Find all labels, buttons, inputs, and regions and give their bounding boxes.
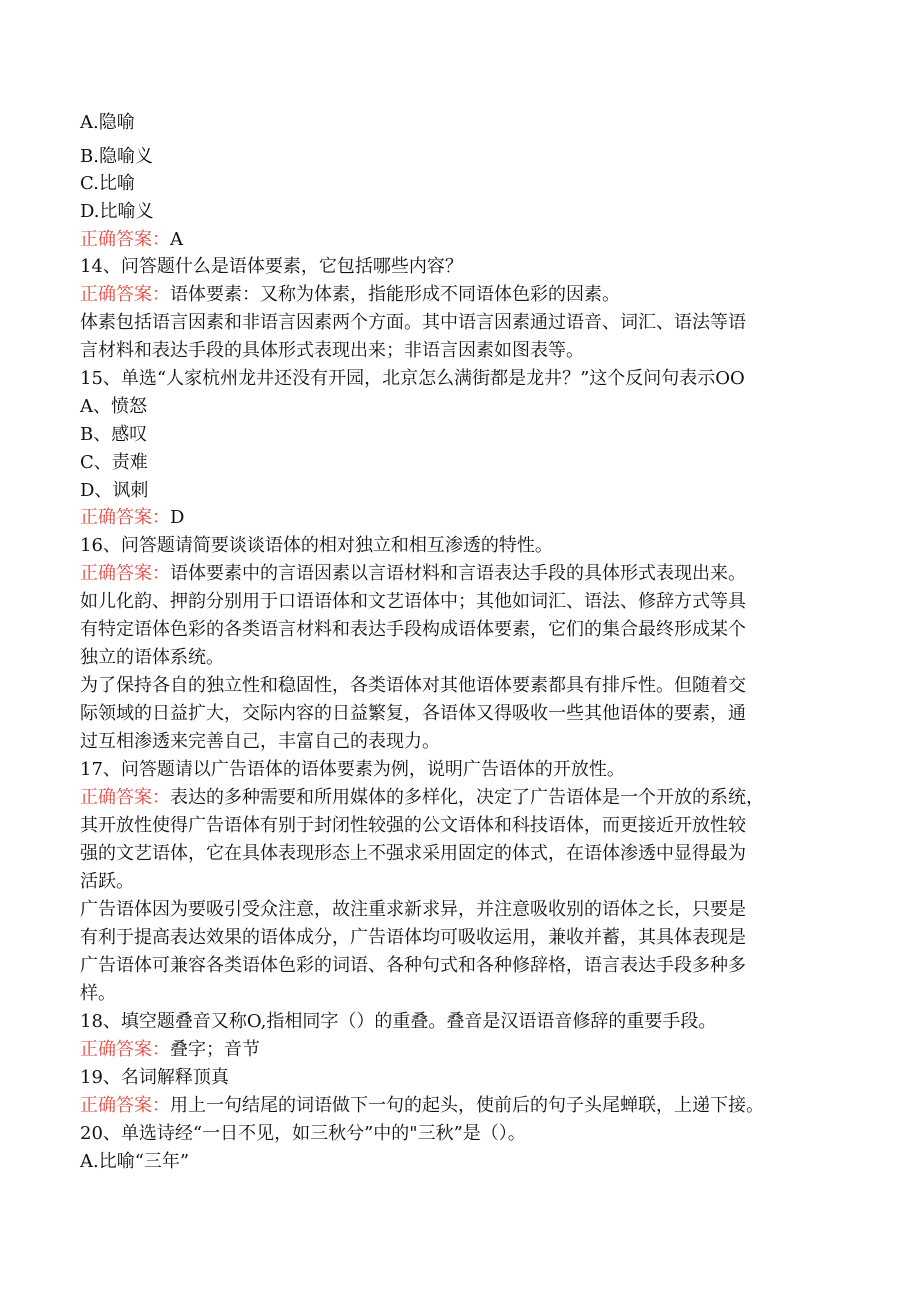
- line-text: 际领域的日益扩大，交际内容的日益繁复，各语体又得吸收一些其他语体的要素，通: [80, 703, 746, 724]
- line-text: 广告语体因为要吸引受众注意，故注重求新求异，并注意吸收别的语体之长，只要是: [80, 899, 746, 920]
- text-line: [80, 591, 746, 613]
- line-text: 有利于提高表达效果的语体成分，广告语体均可吸收运用，兼收并蓄，其具体表现是: [80, 927, 746, 948]
- text-line: [80, 312, 746, 334]
- line-text: B.隐喻义: [80, 146, 153, 167]
- text-line: [80, 1151, 189, 1173]
- answer-text: 表达的多种需要和所用媒体的多样化，决定了广告语体是一个开放的系统，: [170, 787, 764, 808]
- line-text: 独立的语体系统。: [80, 647, 224, 668]
- text-line: [80, 146, 153, 168]
- text-line: [80, 647, 224, 669]
- text-line: [80, 424, 147, 446]
- answer-line: [80, 1095, 764, 1117]
- line-text: D、讽刺: [80, 480, 149, 501]
- line-text: 17、问答题请以广告语体的语体要素为例，说明广告语体的开放性。: [80, 759, 625, 780]
- text-line: [80, 703, 746, 725]
- text-line: [80, 368, 745, 390]
- answer-text: 用上一句结尾的词语做下一句的起头，使前后的句子头尾蝉联，上递下接。: [170, 1095, 764, 1116]
- text-line: [80, 731, 440, 753]
- text-line: [80, 112, 135, 134]
- line-text: A.隐喻: [80, 112, 135, 133]
- answer-text: 语体要素中的言语因素以言语材料和言语表达手段的具体形式表现出来。: [170, 563, 746, 584]
- line-text: 18、填空题叠音又称O,指相同字（）的重叠。叠音是汉语语音修辞的重要手段。: [80, 1011, 717, 1032]
- line-text: 言材料和表达手段的具体形式表现出来；非语言因素如图表等。: [80, 340, 584, 361]
- text-line: [80, 815, 746, 837]
- text-line: [80, 759, 625, 781]
- answer-label: 正确答案：: [80, 1095, 170, 1116]
- text-line: [80, 955, 746, 977]
- text-line: [80, 173, 135, 195]
- line-text: 过互相渗透来完善自己，丰富自己的表现力。: [80, 731, 440, 752]
- text-line: [80, 899, 746, 921]
- answer-text: A: [170, 229, 183, 250]
- text-line: [80, 396, 147, 418]
- line-text: 为了保持各自的独立性和稳固性，各类语体对其他语体要素都具有排斥性。但随着交: [80, 675, 746, 696]
- line-text: C、责难: [80, 452, 148, 473]
- line-text: 20、单选诗经“一日不见，如三秋兮”中的"三秋”是（）。: [80, 1123, 526, 1144]
- line-text: 19、名词解释顶真: [80, 1067, 229, 1088]
- text-line: [80, 1123, 526, 1145]
- text-line: [80, 983, 116, 1005]
- text-line: [80, 927, 746, 949]
- answer-line: [80, 229, 183, 251]
- text-line: [80, 340, 584, 362]
- answer-text: 语体要素：又称为体素，指能形成不同语体色彩的因素。: [170, 284, 620, 305]
- line-text: A、愤怒: [80, 396, 147, 417]
- text-line: [80, 843, 746, 865]
- line-text: 16、问答题请简要谈谈语体的相对独立和相互渗透的特性。: [80, 535, 553, 556]
- text-line: [80, 256, 463, 278]
- answer-line: [80, 563, 746, 585]
- answer-label: 正确答案：: [80, 229, 170, 250]
- answer-line: [80, 1039, 260, 1061]
- line-text: 强的文艺语体，它在具体表现形态上不强求采用固定的体式，在语体渗透中显得最为: [80, 843, 746, 864]
- line-text: 其开放性使得广告语体有别于封闭性较强的公文语体和科技语体，而更接近开放性较: [80, 815, 746, 836]
- text-line: [80, 1011, 716, 1033]
- line-text: 活跃。: [80, 871, 134, 892]
- answer-line: [80, 284, 620, 306]
- answer-label: 正确答案：: [80, 1039, 170, 1060]
- answer-label: 正确答案：: [80, 507, 170, 528]
- text-line: [80, 535, 553, 557]
- line-text: 14、问答题什么是语体要素，它包括哪些内容？: [80, 256, 463, 277]
- line-text: C.比喻: [80, 173, 135, 194]
- line-text: 广告语体可兼容各类语体色彩的词语、各种句式和各种修辞格，语言表达手段多种多: [80, 955, 746, 976]
- answer-line: [80, 787, 764, 809]
- line-text: 15、单选“人家杭州龙井还没有开园，北京怎么满街都是龙井？”这个反问句表示OO: [80, 368, 745, 389]
- text-line: [80, 1067, 229, 1089]
- text-line: [80, 452, 148, 474]
- answer-text: 叠字；音节: [170, 1039, 260, 1060]
- text-line: [80, 201, 154, 223]
- line-text: D.比喻义: [80, 201, 154, 222]
- line-text: 有特定语体色彩的各类语言材料和表达手段构成语体要素，它们的集合最终形成某个: [80, 619, 746, 640]
- answer-label: 正确答案：: [80, 563, 170, 584]
- text-line: [80, 619, 746, 641]
- line-text: 如儿化韵、押韵分别用于口语语体和文艺语体中；其他如词汇、语法、修辞方式等具: [80, 591, 746, 612]
- answer-text: D: [170, 507, 185, 528]
- answer-label: 正确答案：: [80, 284, 170, 305]
- answer-line: [80, 507, 184, 529]
- text-line: [80, 871, 134, 893]
- text-line: [80, 675, 746, 697]
- line-text: B、感叹: [80, 424, 148, 445]
- answer-label: 正确答案：: [80, 787, 170, 808]
- line-text: 样。: [80, 983, 116, 1004]
- line-text: 体素包括语言因素和非语言因素两个方面。其中语言因素通过语音、词汇、语法等语: [80, 312, 746, 333]
- text-line: [80, 480, 148, 502]
- line-text: A.比喻“三年”: [80, 1151, 190, 1172]
